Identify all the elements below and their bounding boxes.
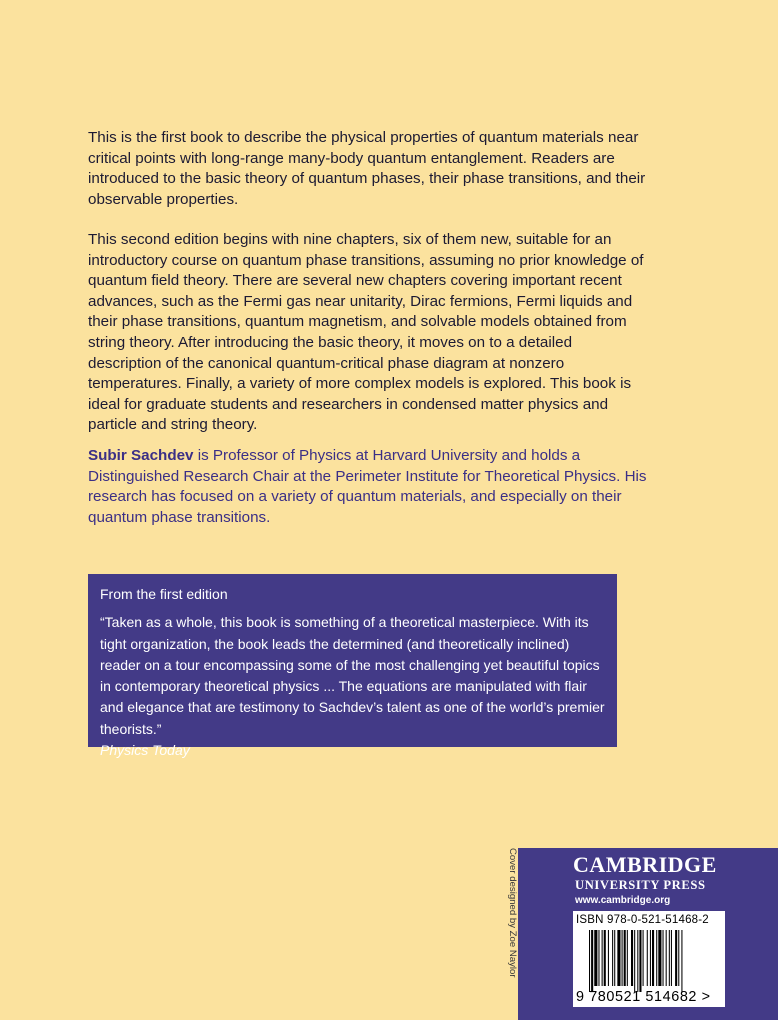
barcode-bar bbox=[624, 930, 626, 986]
barcode-bar bbox=[643, 930, 644, 986]
description-paragraph-1: This is the first book to describe the physical properties of quantum materials near critical points with long-range many-body quantum entanglement. Readers are introduced to the basic theory of quantum phases, their phase transitions, and their observable properties. bbox=[88, 129, 646, 208]
review-source: Physics Today bbox=[100, 742, 190, 759]
review-box bbox=[88, 574, 617, 759]
publisher-subname: UNIVERSITY PRESS bbox=[575, 878, 706, 892]
barcode-bar bbox=[594, 930, 597, 986]
review-heading: From the first edition bbox=[100, 586, 228, 602]
barcode-bar bbox=[656, 930, 657, 986]
barcode-bar bbox=[612, 930, 613, 986]
barcode-bar bbox=[647, 930, 648, 986]
barcode-bar bbox=[604, 930, 606, 986]
barcode-bar bbox=[663, 930, 664, 986]
barcode-bar bbox=[622, 930, 623, 986]
description-paragraph-2: This second edition begins with nine chapters, six of them new, suitable for an introductory course on quantum phase transitions, assuming no prior knowledge of quantum field theory. There are several new chapters covering important recent advances, such as the Fermi gas near unitarity, Dirac fermions, Fermi liquids and their phase transitions, quantum magnetism, and solvable models obtained from string theory. After introducing the basic theory, it moves on to a detailed description of the canonical quantum-critical phase diagram at nonzero temperatures. Finally, a variety of more complex models is explored. This book is ideal for graduate students and researchers in condensed matter physics and particle and string theory. bbox=[88, 231, 644, 434]
publisher-panel bbox=[518, 848, 778, 1020]
barcode-bar bbox=[666, 930, 667, 986]
barcode-bar bbox=[602, 930, 603, 986]
barcode-bar bbox=[598, 930, 599, 986]
isbn-label: ISBN 978-0-521-51468-2 bbox=[576, 914, 709, 926]
barcode-bar bbox=[681, 930, 682, 992]
barcode-bar bbox=[614, 930, 615, 986]
barcode-bar bbox=[617, 930, 620, 986]
barcode-bar bbox=[608, 930, 609, 986]
barcode-bar bbox=[589, 930, 590, 992]
author-bio-text: is Professor of Physics at Harvard University and holds a Distinguished Research Chair at the Perimeter Institute for Theoretical Physics. His research has focused on a variety of quantum materials, and especially on their quantum phase transitions. bbox=[88, 447, 647, 526]
barcode-bar bbox=[650, 930, 651, 986]
barcode-bar bbox=[627, 930, 628, 986]
barcode-bars bbox=[589, 930, 713, 992]
publisher-logo: CAMBRIDGE bbox=[573, 852, 717, 877]
barcode-bar bbox=[678, 930, 679, 986]
barcode-bar bbox=[634, 930, 635, 992]
barcode bbox=[573, 911, 725, 1007]
publisher-url: www.cambridge.org bbox=[575, 895, 671, 906]
barcode-bar bbox=[637, 930, 638, 992]
cover-credit: Cover designed by Zoe Naylor bbox=[507, 848, 518, 978]
barcode-bar bbox=[671, 930, 672, 986]
barcode-bar bbox=[631, 930, 633, 986]
barcode-bar bbox=[639, 930, 641, 992]
author-name: Subir Sachdev bbox=[88, 447, 194, 464]
barcode-bar bbox=[658, 930, 661, 986]
barcode-bar bbox=[591, 930, 593, 992]
barcode-digits: 9 780521 514682 > bbox=[576, 989, 711, 1005]
review-quote: “Taken as a whole, this book is something of a theoretical masterpiece. With its tight organization, the book leads the determined (and theoretically inclined) reader on a tour encompassing some of the most challenging yet beautiful topics in contemporary theoretical physics ... The equations are manipulated with flair and elegance that are testimony to Sachdev’s talent as one of the world’s premier theorists.” bbox=[100, 614, 605, 737]
barcode-bar bbox=[652, 930, 654, 986]
barcode-bar bbox=[675, 930, 677, 986]
author-bio bbox=[88, 446, 648, 528]
barcode-bar bbox=[669, 930, 670, 986]
